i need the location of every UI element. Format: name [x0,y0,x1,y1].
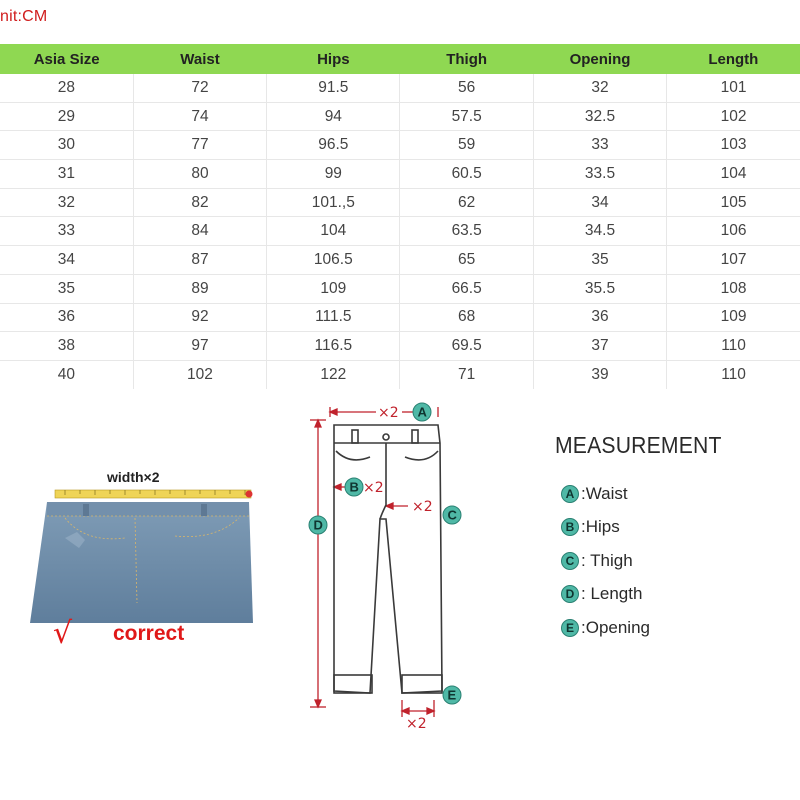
measurement-legend [555,432,736,645]
table-cell: 109 [267,274,400,303]
table-cell: 104 [267,217,400,246]
pants-measurement-diagram [290,395,470,740]
marker-a-icon: A [561,485,579,503]
marker-b-icon: B [561,518,579,536]
table-row [0,188,800,217]
table-cell: 30 [0,131,133,160]
table-cell: 106.5 [267,246,400,275]
table-cell: 69.5 [400,332,533,361]
svg-text:A: A [417,404,427,420]
table-cell: 105 [667,188,800,217]
svg-text:D: D [313,517,323,533]
legend-item-label: :Opening [581,617,650,637]
table-cell: 96.5 [267,131,400,160]
table-cell: 36 [533,303,666,332]
table-row [0,303,800,332]
table-cell: 68 [400,303,533,332]
svg-text:E: E [447,687,457,703]
thigh-x2-label: ×2 [412,499,433,515]
table-cell: 35 [533,246,666,275]
table-cell: 39 [533,360,666,388]
table-cell: 57.5 [400,102,533,131]
legend-item-hips [555,511,736,545]
marker-e [443,686,461,704]
correct-label: correct [113,622,185,645]
marker-d [309,516,327,534]
marker-e-icon: E [561,619,579,637]
table-cell: 99 [267,160,400,189]
table-cell: 56 [400,74,533,102]
svg-text:B: B [349,479,359,495]
table-row [0,102,800,131]
table-cell: 110 [721,365,746,383]
table-cell: 63.5 [400,217,533,246]
table-cell: 71 [400,360,533,388]
table-cell: 34 [0,246,133,275]
legend-item-length [555,578,736,612]
table-cell: 32 [533,74,666,102]
table-row [0,74,800,102]
table-cell: 35 [0,274,133,303]
table-cell: 101.,5 [267,188,400,217]
table-cell: 38 [0,332,133,361]
table-cell: 29 [0,102,133,131]
pants-outline [334,425,442,693]
size-table [0,44,800,389]
table-body [0,74,800,389]
table-cell: 34 [533,188,666,217]
table-cell: 32 [0,188,133,217]
table-cell: 36 [0,303,133,332]
table-cell: 103 [667,131,800,160]
table-cell: 74 [133,102,266,131]
table-row [0,274,800,303]
legend-item-thigh [555,544,736,578]
table-cell: 108 [667,274,800,303]
legend-item-label: : Length [581,584,643,604]
marker-c [443,506,461,524]
header-thigh: Thigh [400,44,533,74]
table-cell: 59 [400,131,533,160]
table-cell: 89 [133,274,266,303]
header-asia-size: Asia Size [0,44,133,74]
header-length: Length [667,44,800,74]
width-x2-label: width×2 [107,469,160,485]
table-cell: 33 [0,217,133,246]
table-cell: 31 [0,160,133,189]
waist-x2-label: ×2 [378,405,399,421]
jeans-waist-photo [25,458,260,658]
table-cell: 94 [267,102,400,131]
table-row [0,131,800,160]
legend-item-label: :Hips [581,517,620,537]
table-cell: 65 [400,246,533,275]
table-row [0,332,800,361]
table-cell: 32.5 [533,102,666,131]
table-cell: 33.5 [533,160,666,189]
legend-title: MEASUREMENT [555,432,722,458]
table-row [0,360,800,388]
marker-b [345,478,363,496]
table-cell: 77 [133,131,266,160]
table-cell: 34.5 [533,217,666,246]
marker-a [413,403,431,421]
header-waist: Waist [133,44,266,74]
header-hips: Hips [267,44,400,74]
table-cell: 116.5 [267,332,400,361]
table-cell: 106 [667,217,800,246]
legend-item-waist [555,477,736,511]
unit-label: nit:CM [0,8,48,25]
legend-item-opening [555,611,736,645]
marker-c-icon: C [561,552,579,570]
table-cell: 102 [133,360,266,388]
marker-d-icon: D [561,585,579,603]
table-cell: 111.5 [267,303,400,332]
table-cell: 33 [533,131,666,160]
table-row [0,246,800,275]
check-mark-icon: √ [53,616,73,651]
table-cell: 80 [133,160,266,189]
hips-x2-label: ×2 [363,480,384,496]
table-cell: 66.5 [400,274,533,303]
table-cell: 91.5 [267,74,400,102]
table-row [0,217,800,246]
legend-item-label: :Waist [581,483,628,503]
opening-x2-label: ×2 [406,716,427,732]
table-cell: 72 [133,74,266,102]
table-cell: 40 [0,360,133,388]
table-cell: 82 [133,188,266,217]
table-cell: 92 [133,303,266,332]
table-cell: 37 [533,332,666,361]
table-header-row [0,44,800,74]
table-cell: 104 [667,160,800,189]
table-cell: 101 [667,74,800,102]
denim-body [30,502,253,623]
table-cell: 97 [133,332,266,361]
svg-text:C: C [447,507,457,523]
table-cell: 62 [400,188,533,217]
table-cell: 87 [133,246,266,275]
table-row [0,160,800,189]
table-cell: 107 [667,246,800,275]
table-cell: 60.5 [400,160,533,189]
table-cell: 110 [667,332,800,361]
header-opening: Opening [533,44,666,74]
table-cell: 35.5 [533,274,666,303]
table-cell: 28 [0,74,133,102]
table-cell: 84 [133,217,266,246]
tape-measure [55,490,253,498]
table-cell: 109 [667,303,800,332]
legend-item-label: : Thigh [581,550,633,570]
table-cell: 122 [267,360,400,388]
table-cell: 102 [667,102,800,131]
